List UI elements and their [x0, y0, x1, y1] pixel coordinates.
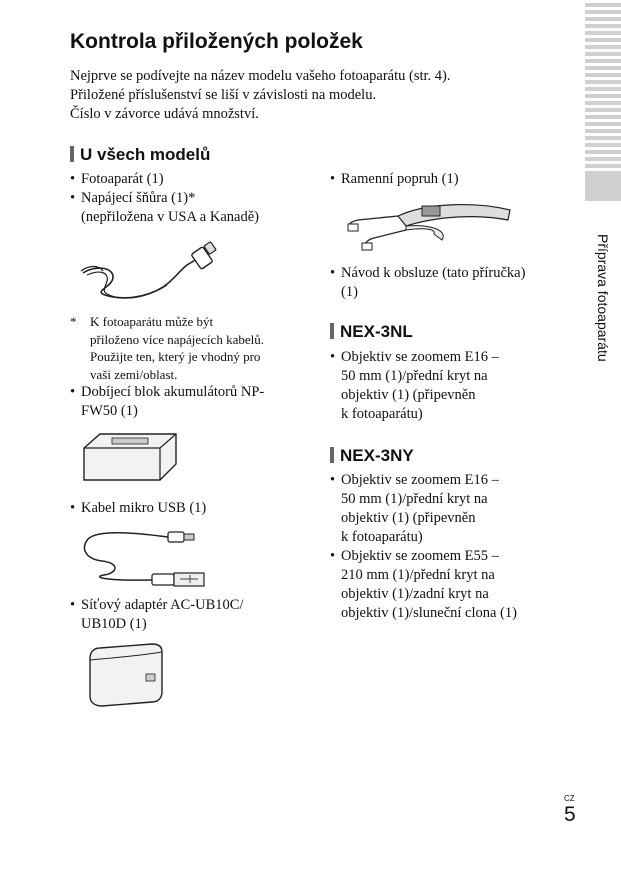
- list-item-strap: [330, 170, 570, 189]
- text-line: • Objektiv se zoomem E16 –: [341, 349, 499, 365]
- tab-stripe: [585, 17, 621, 21]
- tab-stripe: [585, 94, 621, 98]
- list-all-models-top: [70, 170, 310, 227]
- page-language: CZ: [564, 794, 575, 803]
- charger-label-cont: FW50 (1): [81, 403, 138, 419]
- nex3nl-lens-text: [330, 348, 570, 424]
- ac-adapter-illustration: [82, 640, 172, 710]
- tab-stripe: [585, 157, 621, 161]
- text-line: objektiv (1)/sluneční clona (1): [341, 605, 517, 621]
- heading-bar: [330, 323, 334, 339]
- tab-stripe: [585, 129, 621, 133]
- text-line: k fotoaparátu): [341, 406, 423, 422]
- usb-cable-illustration: [78, 525, 213, 587]
- heading-bar: [70, 146, 74, 162]
- usb-cable-label: • Kabel mikro USB (1): [70, 499, 310, 518]
- list-item-manual: [330, 264, 570, 302]
- tab-stripe: [585, 10, 621, 14]
- text-line: 210 mm (1)/přední kryt na: [341, 567, 495, 583]
- chapter-tabs: [585, 0, 621, 201]
- section-heading-nex3ny: [330, 446, 414, 466]
- list-item-usb-cable: [70, 499, 310, 518]
- footnote-line: K fotoaparátu může být: [90, 314, 214, 329]
- manual-label-cont: (1): [341, 284, 358, 300]
- tab-stripe: [585, 136, 621, 140]
- text-line: objektiv (1) (připevněn: [341, 510, 476, 526]
- page-number: 5: [564, 803, 576, 826]
- power-cord-illustration: [75, 235, 225, 305]
- battery-charger-illustration: [78, 428, 188, 488]
- tab-stripe: [585, 31, 621, 35]
- page-title: Kontrola přiložených položek: [70, 30, 363, 53]
- tab-stripe: [585, 87, 621, 91]
- tab-stripe: [585, 122, 621, 126]
- section-heading-nex3nl: [330, 322, 413, 342]
- intro-text: [70, 67, 451, 124]
- shoulder-strap-illustration: [338, 198, 518, 256]
- manual-text: [330, 264, 570, 302]
- tab-stripe: [585, 164, 621, 168]
- tab-stripe: [585, 73, 621, 77]
- section-heading-all-models: [70, 145, 210, 165]
- section-heading-label: U všech modelů: [80, 145, 211, 164]
- tab-stripe: [585, 115, 621, 119]
- tab-stripe: [585, 45, 621, 49]
- list-item-ac-adapter: [70, 596, 310, 634]
- text-line: • Objektiv se zoomem E55 –: [341, 548, 499, 564]
- adapter-label-cont: UB10D (1): [81, 616, 147, 632]
- adapter-label: Síťový adaptér AC-UB10C/: [81, 597, 244, 613]
- strap-label: • Ramenní popruh (1): [330, 170, 570, 189]
- section-heading-label: NEX-3NL: [340, 322, 413, 341]
- tab-stripe: [585, 59, 621, 63]
- list-item-power-cord: [70, 189, 310, 227]
- list-item-nex3ny-lens2: [330, 547, 570, 623]
- text-line: 50 mm (1)/přední kryt na: [341, 368, 488, 384]
- text-line: 50 mm (1)/přední kryt na: [341, 491, 488, 507]
- intro-line: Přiložené příslušenství se liší v závislosti na modelu.: [70, 87, 377, 103]
- tab-stripe: [585, 3, 621, 7]
- list-item-camera: • Fotoaparát (1): [70, 170, 310, 189]
- tab-active: [585, 171, 621, 201]
- manual-label: Návod k obsluze (tato příručka): [341, 265, 526, 281]
- chapter-label-text: Příprava fotoaparátu: [595, 234, 611, 362]
- charger-text: [70, 383, 310, 421]
- list-nex3ny: [330, 471, 570, 623]
- list-item-charger: [70, 383, 310, 421]
- footnote-line: vaši zemi/oblast.: [90, 366, 178, 382]
- charger-label: Dobíjecí blok akumulátorů NP-: [81, 384, 265, 400]
- power-cord-note: (nepřiložena v USA a Kanadě): [81, 209, 259, 225]
- intro-line: Číslo v závorce udává množství.: [70, 106, 259, 122]
- list-item-nex3ny-lens1: [330, 471, 570, 547]
- section-heading-label: NEX-3NY: [340, 446, 414, 465]
- intro-line: Nejprve se podívejte na název modelu vašeho fotoaparátu (str. 4).: [70, 68, 451, 84]
- chapter-label: [585, 218, 621, 378]
- text-line: objektiv (1) (připevněn: [341, 387, 476, 403]
- power-cord-footnote: [70, 313, 302, 383]
- power-cord-label: Napájecí šňůra (1)*: [81, 190, 196, 206]
- tab-stripe: [585, 66, 621, 70]
- tab-stripe: [585, 101, 621, 105]
- text-line: k fotoaparátu): [341, 529, 423, 545]
- footnote-line: Použijte ten, který je vhodný pro: [90, 349, 261, 364]
- tab-stripe: [585, 143, 621, 147]
- footnote-mark: *: [70, 314, 77, 329]
- tab-stripe: [585, 80, 621, 84]
- tab-stripe: [585, 150, 621, 154]
- text-line: • Objektiv se zoomem E16 –: [341, 472, 499, 488]
- tab-stripe: [585, 24, 621, 28]
- heading-bar: [330, 447, 334, 463]
- tab-stripe: [585, 52, 621, 56]
- text-line: objektiv (1)/zadní kryt na: [341, 586, 489, 602]
- tab-stripe: [585, 108, 621, 112]
- tab-stripe: [585, 38, 621, 42]
- adapter-text: [70, 596, 310, 634]
- footnote-line: přiloženo více napájecích kabelů.: [90, 331, 264, 347]
- list-item-nex3nl-lens: [330, 348, 570, 424]
